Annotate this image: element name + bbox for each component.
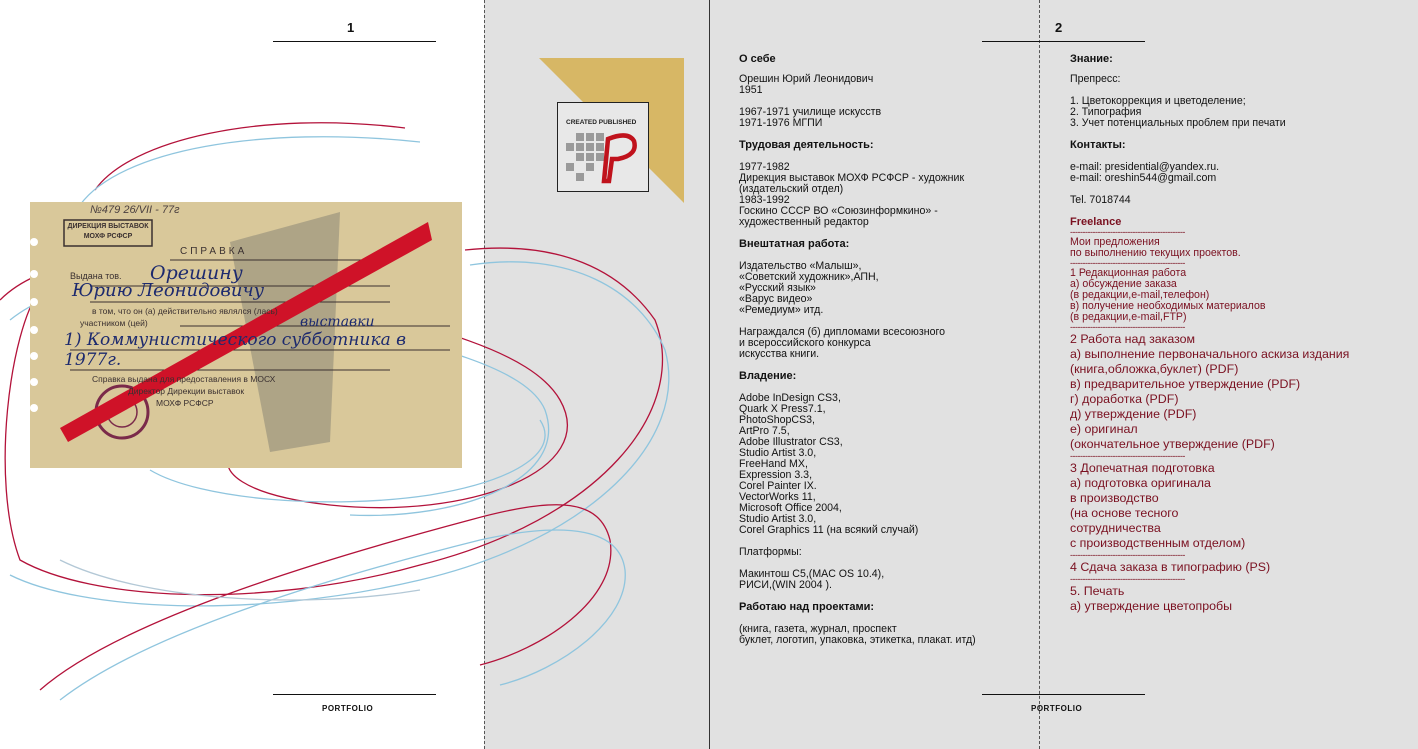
certificate-image	[30, 202, 462, 468]
offer-line: Мои предложения	[1070, 236, 1160, 248]
projects-line: (книга, газета, журнал, проспект	[739, 623, 897, 635]
prepress-label: Препресс:	[1070, 73, 1121, 85]
platform-item: РИСИ,(WIN 2004 ).	[739, 579, 832, 591]
certificate-line5-hand: 1) Коммунистического субботника в 1977г.	[64, 330, 407, 370]
platforms-heading: Платформы:	[739, 546, 802, 558]
service-1-line: а) обсуждение заказа	[1070, 278, 1177, 290]
skills-heading: Владение:	[739, 370, 797, 382]
service-3-line: сотрудничества	[1070, 521, 1161, 535]
service-3-line: 3 Допечатная подготовка	[1070, 461, 1215, 475]
certificate-line2-hand: Юрию Леонидовичу	[72, 280, 265, 301]
service-1-line: (в редакции,e-mail,телефон)	[1070, 289, 1210, 301]
divider: ----------------------------------------------	[1070, 322, 1185, 332]
service-5-line: 5. Печать	[1070, 584, 1125, 598]
service-2-line: (книга,обложка,буклет) (PDF)	[1070, 362, 1239, 376]
certificate-line3-print: в том, что он (а) действительно являлся (лась)	[92, 306, 278, 316]
education-1: 1967-1971 училище искусств	[739, 106, 882, 118]
software-item: Quark X Press7.1,	[739, 403, 826, 415]
footer-left: PORTFOLIO	[322, 704, 374, 713]
software-item: Corel Graphics 11 (на всякий случай)	[739, 524, 919, 536]
awards-line: искусства книги.	[739, 348, 820, 360]
certificate-line1-print: Выдана тов.	[70, 271, 122, 281]
logo-text: CREATED PUBLISHED	[566, 119, 637, 126]
software-item: Corel Painter IX.	[739, 480, 817, 492]
publisher-line: «Советский художник»,АПН,	[739, 271, 879, 283]
projects-heading: Работаю над проектами:	[739, 601, 875, 613]
software-item: Studio Artist 3.0,	[739, 513, 817, 525]
phone: Tel. 7018744	[1070, 194, 1131, 206]
work-line: 1983-1992	[739, 194, 790, 206]
divider: ----------------------------------------------	[1070, 550, 1185, 560]
bottom-rule-right	[982, 694, 1145, 695]
platform-item: Макинтош C5,(MAC OS 10.4),	[739, 568, 885, 580]
publisher-line: «Русский язык»	[739, 282, 816, 294]
certificate-line4-print: участником (цей)	[80, 318, 148, 328]
service-3-line: с производственным отделом)	[1070, 536, 1246, 550]
footer-right: PORTFOLIO	[1031, 704, 1083, 713]
service-2-line: г) доработка (PDF)	[1070, 392, 1179, 406]
work-line: Госкино СССР ВО «Союзинформкино» -	[739, 205, 938, 217]
resume-column-2	[1070, 54, 1349, 614]
knowledge-item: 2. Типография	[1070, 106, 1142, 118]
about-heading: О себе	[739, 53, 776, 65]
service-3-line: в производство	[1070, 491, 1159, 505]
software-item: PhotoShopCS3,	[739, 414, 815, 426]
contacts-heading: Контакты:	[1070, 139, 1126, 151]
freelance-work-heading: Внештатная работа:	[739, 238, 850, 250]
certificate-number: №479 26/VII - 77г	[90, 204, 180, 216]
certificate-line4-hand: выставки	[300, 314, 375, 330]
awards-line: Награждался (б) дипломами всесоюзного	[739, 326, 945, 338]
work-line: (издательский отдел)	[739, 183, 844, 195]
projects-line: буклет, логотип, упаковка, этикетка, плакат. итд)	[739, 634, 976, 646]
software-item: VectorWorks 11,	[739, 491, 816, 503]
page-number-left: 1	[347, 20, 355, 35]
software-item: ArtPro 7.5,	[739, 425, 790, 437]
software-item: Expression 3.3,	[739, 469, 813, 481]
divider: ----------------------------------------------	[1070, 258, 1185, 268]
resume-column-1	[739, 54, 976, 646]
certificate-line8-print: МОХФ РСФСР	[156, 398, 214, 408]
certificate-line4	[80, 314, 375, 330]
publisher-line: Издательство «Малыш»,	[739, 260, 862, 272]
page-number-right: 2	[1055, 20, 1063, 35]
service-2-line: е) оригинал	[1070, 422, 1138, 436]
software-item: FreeHand MX,	[739, 458, 808, 470]
service-4-line: 4 Сдача заказа в типографию (PS)	[1070, 560, 1271, 574]
certificate-line1-hand: Орешину	[150, 262, 243, 284]
top-rule-right	[982, 41, 1145, 42]
divider: ----------------------------------------------	[1070, 574, 1185, 584]
publisher-line: «Ремедиум» итд.	[739, 304, 824, 316]
service-1-line: 1 Редакционная работа	[1070, 267, 1187, 279]
email-2[interactable]: e-mail: oreshin544@gmail.com	[1070, 172, 1217, 184]
full-name: Орешин Юрий Леонидович	[739, 73, 874, 85]
service-2-line: а) выполнение первоначального аскиза издания	[1070, 347, 1350, 361]
birth-year: 1951	[739, 84, 763, 96]
software-item: Adobe InDesign CS3,	[739, 392, 841, 404]
certificate-stamp: ДИРЕКЦИЯ ВЫСТАВОК МОХФ РСФСР	[67, 223, 149, 240]
service-2-line: 2 Работа над заказом	[1070, 332, 1196, 346]
email-1[interactable]: e-mail: presidential@yandex.ru.	[1070, 161, 1220, 173]
service-2-line: в) предварительное утверждение (PDF)	[1070, 377, 1301, 391]
knowledge-item: 1. Цветокоррекция и цветоделение;	[1070, 95, 1246, 107]
freelance-heading: Freelance	[1070, 216, 1122, 228]
certificate-title: СПРАВКА	[180, 246, 248, 257]
work-line: Дирекция выставок МОХФ РСФСР - художник	[739, 172, 965, 184]
awards-line: и всероссийского конкурса	[739, 337, 871, 349]
certificate-line6-print: Справка выдана для предоставления в МОСХ	[92, 374, 276, 384]
education-2: 1971-1976 МГПИ	[739, 117, 823, 129]
fold-line-right	[1039, 0, 1040, 749]
software-item: Studio Artist 3.0,	[739, 447, 817, 459]
work-heading: Трудовая деятельность:	[739, 139, 874, 151]
service-3-line: а) подготовка оригинала	[1070, 476, 1211, 490]
work-line: 1977-1982	[739, 161, 790, 173]
service-2-line: (окончательное утверждение (PDF)	[1070, 437, 1275, 451]
divider: ----------------------------------------------	[1070, 451, 1185, 461]
divider: ----------------------------------------------	[1070, 227, 1185, 237]
service-3-line: (на основе тесного	[1070, 506, 1179, 520]
service-5-line: а) утверждение цветопробы	[1070, 599, 1233, 613]
service-1-line: в) получение необходимых материалов	[1070, 300, 1266, 312]
work-line: художественный редактор	[739, 216, 869, 228]
offer-line: по выполнению текущих проектов.	[1070, 247, 1241, 259]
service-1-line: (в редакции,e-mail,FTP)	[1070, 311, 1187, 323]
certificate-line7-print: Директор Дирекции выставок	[128, 386, 245, 396]
software-item: Microsoft Office 2004,	[739, 502, 842, 514]
software-item: Adobe Illustrator CS3,	[739, 436, 843, 448]
service-2-line: д) утверждение (PDF)	[1070, 407, 1197, 421]
knowledge-item: 3. Учет потенциальных проблем при печати	[1070, 117, 1286, 129]
knowledge-heading: Знание:	[1070, 53, 1113, 65]
publisher-line: «Варус видео»	[739, 293, 813, 305]
